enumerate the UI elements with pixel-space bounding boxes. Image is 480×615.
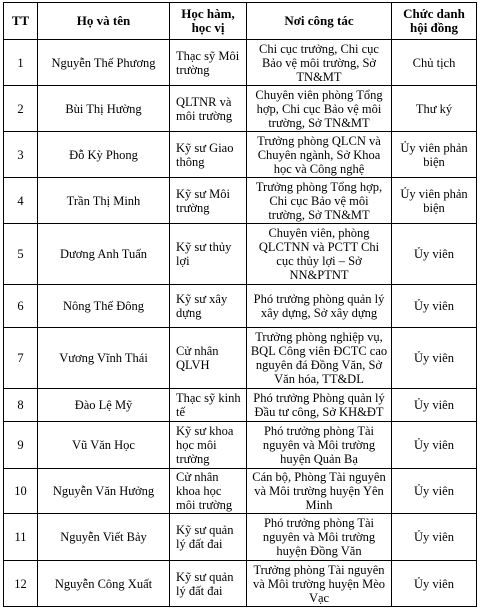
cell-tt: 2	[4, 86, 38, 132]
header-tt: TT	[4, 3, 38, 40]
cell-workplace: Trưởng phòng QLCN và Chuyên ngành, Sở Khoa học và Công nghệ	[247, 132, 392, 178]
cell-tt: 7	[4, 328, 38, 389]
cell-tt: 3	[4, 132, 38, 178]
cell-degree: QLTNR và môi trường	[170, 86, 247, 132]
cell-role: Chủ tịch	[392, 40, 477, 86]
cell-name: Đỗ Kỳ Phong	[38, 132, 170, 178]
cell-name: Nông Thế Đông	[38, 285, 170, 328]
header-name: Họ và tên	[38, 3, 170, 40]
table-row	[4, 285, 477, 328]
cell-workplace: Trưởng phòng Tài nguyên và Môi trường huyện Mèo Vạc	[247, 561, 392, 607]
cell-name: Đào Lệ Mỹ	[38, 389, 170, 422]
cell-name: Trần Thị Minh	[38, 178, 170, 224]
table-row	[4, 389, 477, 422]
cell-workplace: Phó trưởng phòng Tài nguyên và Môi trường huyện Quản Bạ	[247, 422, 392, 469]
cell-tt: 10	[4, 469, 38, 514]
table-row	[4, 132, 477, 178]
cell-name: Bùi Thị Hường	[38, 86, 170, 132]
cell-degree: Cử nhân khoa học môi trường	[170, 469, 247, 514]
cell-degree: Kỹ sư thủy lợi	[170, 224, 247, 285]
cell-role: Ủy viên	[392, 389, 477, 422]
cell-workplace: Phó trưởng phòng quản lý xây dựng, Sở xây dựng	[247, 285, 392, 328]
table-row	[4, 86, 477, 132]
table-row	[4, 561, 477, 607]
table-row	[4, 40, 477, 86]
cell-tt: 8	[4, 389, 38, 422]
cell-workplace: Phó trưởng phòng Tài nguyên và Môi trường huyện Đồng Văn	[247, 514, 392, 561]
cell-workplace: Phó trưởng Phòng quản lý Đầu tư công, Sở KH&ĐT	[247, 389, 392, 422]
cell-workplace: Chuyên viên phòng Tổng hợp, Chi cục Bảo vệ môi trường, Sở TN&MT	[247, 86, 392, 132]
cell-role: Ủy viên phản biện	[392, 132, 477, 178]
cell-role: Ủy viên	[392, 469, 477, 514]
cell-role: Ủy viên	[392, 224, 477, 285]
cell-degree: Kỹ sư xây dựng	[170, 285, 247, 328]
cell-tt: 1	[4, 40, 38, 86]
cell-degree: Thạc sỹ kinh tế	[170, 389, 247, 422]
table-row	[4, 328, 477, 389]
cell-degree: Kỹ sư Giao thông	[170, 132, 247, 178]
cell-degree: Thạc sỹ Môi trường	[170, 40, 247, 86]
cell-name: Nguyễn Viết Bảy	[38, 514, 170, 561]
cell-role: Ủy viên	[392, 285, 477, 328]
cell-degree: Kỹ sư khoa học môi trường	[170, 422, 247, 469]
table-row	[4, 514, 477, 561]
council-table-wrapper	[3, 2, 477, 607]
cell-role: Ủy viên phản biện	[392, 178, 477, 224]
cell-tt: 12	[4, 561, 38, 607]
cell-degree: Kỹ sư quản lý đất đai	[170, 561, 247, 607]
header-degree: Học hàm, học vị	[170, 3, 247, 40]
cell-degree: Kỹ sư quản lý đất đai	[170, 514, 247, 561]
cell-workplace: Cán bộ, Phòng Tài nguyên và Môi trường huyện Yên Minh	[247, 469, 392, 514]
table-row	[4, 469, 477, 514]
council-members-table	[3, 2, 477, 607]
header-role: Chức danh hội đồng	[392, 3, 477, 40]
cell-name: Vương Vĩnh Thái	[38, 328, 170, 389]
cell-workplace: Trưởng phòng Tổng hợp, Chi cục Bảo vệ môi trường, Sở TN&MT	[247, 178, 392, 224]
cell-tt: 6	[4, 285, 38, 328]
cell-workplace: Chuyên viên, phòng QLCTNN và PCTT Chi cục thủy lợi – Sở NN&PTNT	[247, 224, 392, 285]
cell-name: Nguyễn Văn Hưởng	[38, 469, 170, 514]
cell-role: Ủy viên	[392, 514, 477, 561]
table-row	[4, 224, 477, 285]
cell-degree: Kỹ sư Môi trường	[170, 178, 247, 224]
cell-name: Nguyễn Thế Phương	[38, 40, 170, 86]
cell-role: Thư ký	[392, 86, 477, 132]
table-row	[4, 178, 477, 224]
cell-workplace: Chi cục trưởng, Chi cục Bảo vệ môi trường, Sở TN&MT	[247, 40, 392, 86]
cell-role: Ủy viên	[392, 561, 477, 607]
cell-role: Ủy viên	[392, 328, 477, 389]
cell-degree: Cử nhân QLVH	[170, 328, 247, 389]
cell-tt: 11	[4, 514, 38, 561]
table-header-row	[4, 3, 477, 40]
cell-tt: 4	[4, 178, 38, 224]
table-row	[4, 422, 477, 469]
cell-tt: 5	[4, 224, 38, 285]
cell-role: Ủy viên	[392, 422, 477, 469]
cell-name: Nguyễn Công Xuất	[38, 561, 170, 607]
cell-workplace: Trưởng phòng nghiệp vụ, BQL Công viên ĐCTC cao nguyên đá Đồng Văn, Sở Văn hóa, TT&DL	[247, 328, 392, 389]
cell-name: Dương Anh Tuấn	[38, 224, 170, 285]
cell-name: Vũ Văn Học	[38, 422, 170, 469]
cell-tt: 9	[4, 422, 38, 469]
header-workplace: Nơi công tác	[247, 3, 392, 40]
